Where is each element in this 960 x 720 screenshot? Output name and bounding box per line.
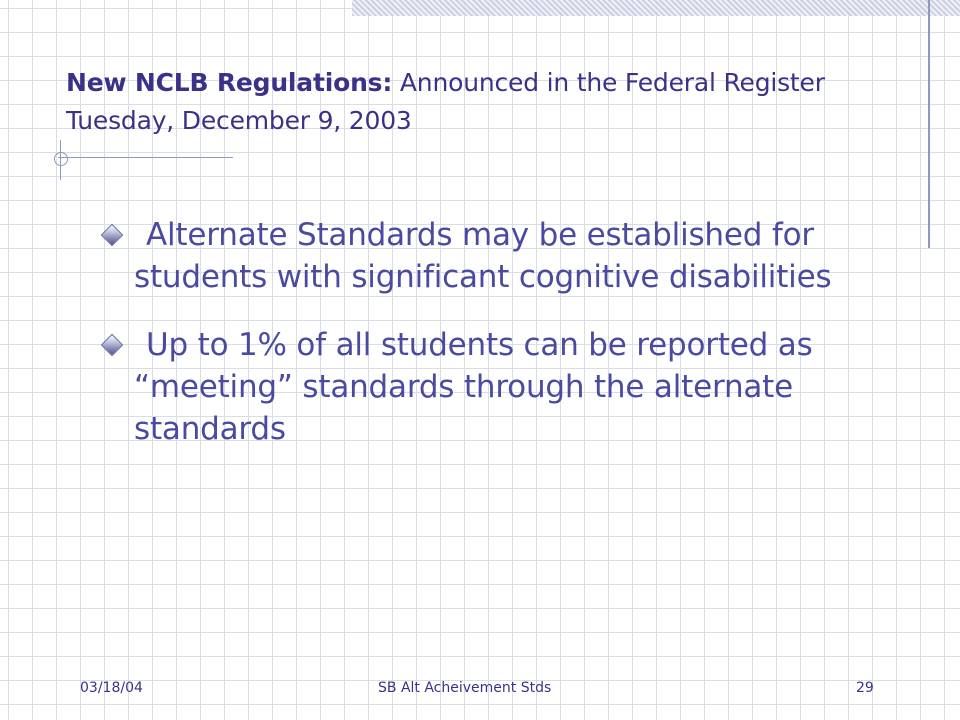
bullet-item bbox=[98, 324, 898, 450]
bullet-list bbox=[98, 214, 898, 476]
slide-title-bold: New NCLB Regulations: bbox=[66, 68, 393, 97]
bullet-item bbox=[98, 214, 898, 298]
footer-date: 03/18/04 bbox=[80, 680, 143, 696]
title-underline-rule bbox=[58, 157, 233, 158]
diamond-bullet-icon bbox=[101, 224, 124, 247]
decorative-top-band bbox=[352, 0, 960, 16]
slide-footer bbox=[0, 680, 960, 702]
slide-title-rest: Announced in the Federal Register Tuesday, December 9, 2003 bbox=[66, 68, 825, 135]
diamond-bullet-icon bbox=[101, 334, 124, 357]
bullet-text: Up to 1% of all students can be reported as “meeting” standards through the alternate standards bbox=[134, 327, 813, 447]
decorative-right-rule bbox=[928, 0, 930, 248]
footer-page-number: 29 bbox=[856, 680, 874, 696]
footer-presentation-title: SB Alt Acheivement Stds bbox=[378, 680, 552, 696]
slide-title bbox=[66, 64, 886, 140]
decorative-circle-icon bbox=[54, 152, 68, 166]
bullet-text: Alternate Standards may be established for students with significant cognitive disabilities bbox=[134, 217, 832, 295]
